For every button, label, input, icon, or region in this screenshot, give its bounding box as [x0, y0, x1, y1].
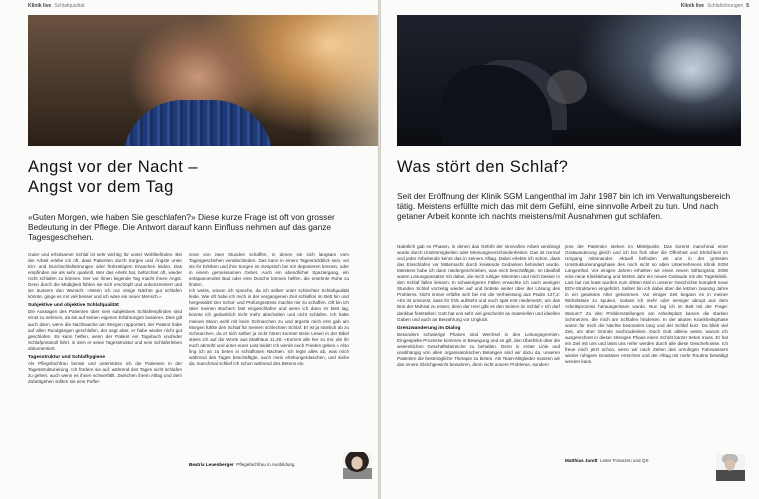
lead-paragraph-right: Seit der Eröffnung der Klinik SGM Langenthal im Jahr 1987 bin ich im Verwaltungsbereich tätig. Meistens erfüllte mich das mit dem Gefühl, eine sinnvolle Arbeit zu tun. Und nach getaner Arbeit konnte ich nachts meistens/mit Ausnahmen gut schlafen. — [397, 191, 731, 222]
body-column-left-1 — [28, 252, 182, 498]
header-brand: Klinik live — [28, 3, 52, 9]
running-header-right — [681, 3, 749, 9]
photo-dark-bedroom — [397, 15, 741, 146]
article-title-left — [28, 157, 358, 197]
window-light — [647, 35, 737, 105]
subheading: Subjektive und objektive Schlafqualität — [28, 303, 119, 309]
header-section: Schlafqualität — [54, 3, 85, 9]
body-column-left-2 — [189, 252, 349, 452]
figure-face — [547, 70, 587, 104]
title-line-1: Angst vor der Nacht – — [28, 158, 199, 176]
striped-shirt — [123, 100, 273, 146]
body-paragraph: jene der Patienten stehen im Mittelpunkt. Das kommt manchmal einer Gratwanderung gleich und ich bin froh über die Offenheit und Ehrlichkeit im Umgang miteinander. Aktuell befinden wir uns in der grössten Umstrukturierungsphase des noch nicht so alten Unternehmens Klinik SGM Langenthal. Vor einigen Jahren erhielten wir einen neuen Stiftungsrat, 2006 eine neue Klinikleitung und letztes Jahr ein neues Gebäude mit der Tagesklinik. Last but not least wurden zum dritten Mal in unserer Geschichte komplett neue EDV-Strukturen eingeführt. Selber bin ich dabei über die letzten zwanzig Jahre in ein gewisses Alter gekommen. Vor einiger Zeit begann es in meiner Wirbelsäule zu spuken, sodass ich mehr oder weniger abrupt aus dem Arbeitsprozess herausgerissen wurde. Nun lag ich im Bett mit der Frage: Warum? Zu den Problemstellungen am Arbeitsplatz kamen die starken Schmerzen, die mich am Schlafen hinderten. In der akuten Krankheitsphase waren für mich die Nächte besonders lang und der Schlaf kurz. Da blieb viel Zeit, um über Gründe nachzudenken. Doch Gott alleine weiss, warum ich ausgerechnet in dieser strengen Phase einen Schritt kürzer treten muss. Er hat ein Ziel mit uns und lässt uns reifer werden durch alle diese Geschehnisse. Ich freue mich jetzt schon, wenn wir nach Zeiten des unruhigen Fahrwassers wieder ruhigere Gewässer erreichen und der Alltag mit mehr Routine bewältigt werden kann. — [565, 244, 728, 364]
left-page — [0, 0, 378, 499]
article-title-right: Was stört den Schlaf? — [397, 158, 569, 176]
header-brand: Klinik live — [680, 3, 705, 9]
author-role: Leiter Finanzen und QS — [599, 458, 649, 463]
author-name: Beatrix Leuenberger — [189, 462, 234, 467]
body-column-right-2 — [565, 244, 728, 444]
author-portrait — [343, 452, 372, 479]
running-header-left — [28, 3, 84, 9]
body-column-right-1 — [397, 244, 560, 498]
author-role: Pflegefachfrau in Ausbildung — [236, 462, 295, 467]
page-number: 5 — [746, 3, 749, 9]
title-line-2: Angst vor dem Tag — [28, 178, 174, 196]
photo-man-by-lamp — [28, 15, 378, 146]
lamp-light — [308, 15, 378, 146]
lead-paragraph-left: «Guten Morgen, wie haben Sie geschlafen?» Diese kurze Frage ist oft von grosser Bedeutung in der Pflege. Die Antwort darauf kann Einfluss nehmen auf das ganze Tagesgeschehen. — [28, 212, 335, 243]
body-paragraph: Besonders schwierige Phasen sind Wechsel in den Leitungsgremien. Eingespielte Prozesse kommen in Bewegung und es gilt, den Überblick über die wesentlichen Geschäftsbereiche zu behalten. Denn in erster Linie und unabhängig von allen organisatorischen Belangen sind wir dazu da, unseren Patienten die bestmögliche Therapie zu bieten. Als Team-Mitglieder müssen wir das innere Gleichgewicht bewahren, denn nicht unsere Probleme, sondern — [397, 331, 560, 367]
body-paragraph: zone von zwei Stunden schaffen, in denen sie sich langsam vom Tagesgeschehen verabschieden. Das kann in einem Tagesrückblick sein, wo sie ihr Erleben und ihre Sorgen im Gespräch bei mir deponieren können, oder in einem gemeinsamen Gebet. Auch ein abendlicher Spaziergang, ein entspannendes Bad oder eine Dusche können helfen, die ersehnte Ruhe zu finden. — [189, 252, 349, 288]
body-paragraph: Als Pflegefachfrau berate und unterstütze ich die Patienten in der Tagesstrukturierung. Ich fördere sie auf, während des Tages nicht schlafen zu gehen, auch wenn es ihnen schwerfällt. Zwischen ihrem Alltag und dem Zubettgehen sollten sie eine Puffer- — [28, 360, 182, 384]
body-paragraph: Guter und erholsamer Schlaf ist sehr wichtig für unser Wohlbefinden. Bei der Arbeit erlebe ich oft, dass Patienten durch Sorgen und Ängste unter Ein- und Durchschlafstörungen oder frühzeitigem Erwachen leiden. Das empfinden sie als sehr qualvoll. Wer das erlebt hat, befürchtet oft, wieder nicht schlafen zu können. Der vor ihnen liegende Tag macht ihnen Angst. Denn durch die Müdigkeit fühlen sie sich erschöpft und unkonzentriert und sie äussern den Wunsch: «Wenn ich nur einige Nächte gut schlafen könnte, ginge es mir viel besser und ich wäre ein neuer Mensch.» — [28, 252, 182, 300]
author-portrait — [716, 454, 745, 481]
header-section: Schlafstörungen — [707, 3, 744, 9]
subheading: Tagesstruktur und Schlafhygiene — [28, 354, 106, 360]
body-paragraph: Natürlich gab es Phasen, in denen das Gefühl der sinnvollen Arbeit verdrängt wurde durch Unstimmigkeiten oder Meinungsverschiedenheiten. Das ist normal und jeder Arbeitende kennt das in seinem Alltag. Dabei erlebte ich schon, dass das Einschlafen vor Mitternacht durch kreisende Gedanken behindert wurde. Meistens habe ich dann niedergeschrieben, was mich beschäftigte. Im Idealfall waren Lösungsansätze mit dabei, die mich ruhiger stimmten und mich besser in den Schlaf fallen liessen. In schwierigeren Fällen erwachte ich nach wenigen Stunden Schlaf vorzeitig wieder auf und brütete weiter über der Lösung des Problems. Nicht immer erfüllte sich bei mir die Verheissung aus Psalm 127,2: «Es ist umsonst, dass ihr früh aufsteht und euch spät erst niedersetzt, um das Brot der Mühsal zu essen; denn der Herr gibt es den Seinen im Schlaf.» Ich darf dankbar feststellen: Gott hat uns sehr viel geschenkt an materiellen und ideellen Gaben und auch an Bewahrung vor Unglück. — [397, 244, 560, 322]
body-paragraph: Die Aussagen des Patienten über sein subjektives Schlafempfinden sind ernst zu nehmen, da sie auf seinen eigenen Erfahrungen basieren. Dies gilt auch dann, wenn die Nachtwache am Morgen rapportiert, der Patient habe auf allen Rundgängen geschlafen, der sagt aber, er habe wieder nicht gut geschlafen. Es kann helfen, wenn der Patient ein Tagebuch und/oder Schlafprotokoll führt, in dem er seine Tagesstruktur und sein Schlaferleben dokumentiert. — [28, 309, 182, 351]
right-page — [381, 0, 759, 499]
subheading: Grenzwanderung im Dialog — [397, 325, 461, 331]
sleeping-figure — [442, 65, 552, 145]
author-byline-left — [189, 462, 294, 467]
author-byline-right — [565, 458, 649, 463]
author-name: Matthias Jundt — [565, 458, 598, 463]
body-paragraph: Ich weiss, wovon ich spreche, da ich selber unter schlechter Schlafqualität leide. Wie oft habe ich mich in der vergangenen Zeit schlaflos im Bett hin und hergewälzt! Der Schul- und Prüfungsstress machte mir zu schaffen. Oft bin ich über meinen Büchern fast eingeschlafen und wenn ich dann im Bett lag, konnte ich gedanklich nicht mehr abschalten und nicht schlafen. Ich hatte meinen Mann wohl mit beim Schnarchen zu und ärgerte mich erst gab am Morgen fühlte den Schlaf für meinen schlechten Schlaf. Er ist ja nämlich ab zu Schnarchen, da er sich selber ja nicht hören konnte! Beim Lesen in der Bibel stiess ich auf die Worte aus Matthäus 11,28: «Kommt alle her zu mir, die ihr euch abmüht und unter eurer Last leidet! Ich werde euch Frieden geben.» Also fing ich an zu beten in schlaflosen Nächten. Ich legte alles ab, was mich während des Tages beschäftigte, auch mein ehebungerdaschen, und siehe da, manchmal schlief ich schon während des Betens ein. — [189, 288, 349, 366]
